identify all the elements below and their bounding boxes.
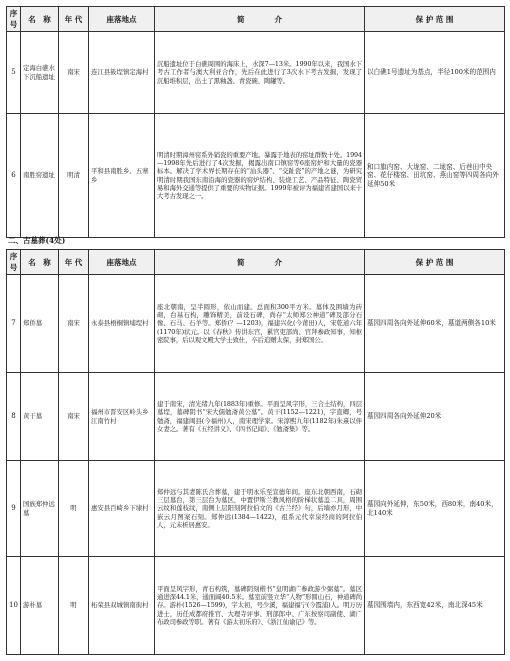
row-intro: 座北朝南，呈半圆形，依山而建。总面积300平方米。墓体及围墙为砖砌，台基石构，雕饰精美，前设石碑，尚存“太师郑公神道”碑及部分石像、石马、石羊等。郑侨(？—1203)，福建兴化(今莆田)人，宋乾道六年(1170年)状元。以《春秋》传讲东宫，累官吏部尚、官拜参政知事，知枢密院事，后以观文殿大学士致仕，卒后追赠太保，封郑国公。 [155, 275, 365, 373]
row-scope: 墓园向外延伸，东50米，西80米，南40米，北140米 [365, 461, 505, 557]
row-seq: 6 [7, 114, 21, 238]
header-intro: 简 介 [155, 250, 365, 275]
header-scope: 保 护 范 围 [365, 250, 505, 275]
table-header-row [7, 250, 505, 275]
row-era: 明 [59, 461, 89, 557]
row-location: 平和县南胜乡、五寨乡 [89, 114, 155, 238]
header-location: 座落地点 [89, 7, 155, 32]
row-seq: 7 [7, 275, 21, 373]
row-seq: 10 [7, 557, 21, 655]
row-seq: 5 [7, 32, 21, 114]
table-row [7, 461, 505, 557]
row-name: 黄干墓 [21, 373, 59, 461]
header-seq: 序号 [7, 7, 21, 32]
row-intro: 建于南宋，清光绪九年(1883年)重修。平面呈风字形，三合土结构，四层墓埕，墓碑阴书“宋大儒勉斋黄公墓”。黄干(1152—1221)，字直卿，号勉斋，福建闽县(今福州)人，南宋理学家。宋淳熙九年(1182年)朱熹以伴女妻之。著有《五经讲义》、《四书记闻》、《勉斋集》等。 [155, 373, 365, 461]
header-seq: 序号 [7, 250, 21, 275]
table-row [7, 32, 505, 114]
row-era: 南宋 [59, 373, 89, 461]
row-scope: 和口旗内窑、大垅窑、二垅窑、后巷田中央窑、花仔楼窑、田坑窑、燕山窑等四周各向外延伸50米 [365, 114, 505, 238]
row-scope: 墓园四周各向外延伸60米，墓道两侧各10米 [365, 275, 505, 373]
row-era: 南宋 [59, 275, 89, 373]
heritage-table-2 [6, 249, 505, 655]
row-location: 福州市晋安区岭头乡江南竹村 [89, 373, 155, 461]
row-seq: 8 [7, 373, 21, 461]
table-row [7, 373, 505, 461]
row-name: 国族郑仲远墓 [21, 461, 59, 557]
row-name: 郑侨墓 [21, 275, 59, 373]
row-seq: 9 [7, 461, 21, 557]
table-row [7, 275, 505, 373]
header-name: 名 称 [21, 250, 59, 275]
row-intro: 郑仲远与其妻陈氏合葬墓，建于明永乐至宣德年间。座东北朝西南，石砌三层墓台，第三层台为墓区，中置伊斯兰教风格的阶梯状墓盖二具，周围云纹和莲枝纹，南侧上层阳刻阿拉伯文的《古兰经》句，后墙亦月形，中嵌云月图案石刻。郑仲远(1384—1422)，祖系元代幸泉经商的阿拉伯人，元末析居惠安。 [155, 461, 365, 557]
row-scope: 墓园四周各向外延伸20米 [365, 373, 505, 461]
row-location: 连江县筱埕镇定海村 [89, 32, 155, 114]
table-row [7, 114, 505, 238]
row-intro: 沉船遗址位于白礁周围的海床上，水深7—13米。1990年以来，我国水下考古工作者与澳大利亚合作，先后在此进行了3次水下考古发掘，发现了沉船堆积层，出土了黑釉盏、青瓷碗、陶罐等。 [155, 32, 365, 114]
header-era: 年 代 [59, 250, 89, 275]
row-scope: 墓园围墙内，东西宽42米，南北深45米 [365, 557, 505, 655]
row-name: 游朴墓 [21, 557, 59, 655]
header-scope: 保 护 范 围 [365, 7, 505, 32]
row-scope: 以白礁1号遗址为基点，半径100米的范围内 [365, 32, 505, 114]
row-era: 南宋 [59, 32, 89, 114]
header-intro: 简 介 [155, 7, 365, 32]
row-era: 明 [59, 557, 89, 655]
row-era: 明清 [59, 114, 89, 238]
header-era: 年 代 [59, 7, 89, 32]
row-location: 惠安县百崎乡下埭村 [89, 461, 155, 557]
header-name: 名 称 [21, 7, 59, 32]
row-intro: 平面呈风字形，青石构筑，墓碑阴刻楷书“皇明湖广参政游少弼墓”。墓区通进深44.1米，通面阔40.5米。墓室前竖立华“人物”形圆山石，神道碑尚存。游朴(1526—1599)，字太初，号少溪，福建福宁(今霞浦)人。明万历进士，历任成都府推官、大理寺评事、刑部郎中、广东按察司副使、湖广布政司参政等职。著有《游太初乐府》、《浙江仙谕记》等。 [155, 557, 365, 655]
row-location: 永泰县梧桐镇埔埕村 [89, 275, 155, 373]
row-location: 柘荣县双城镇南街村 [89, 557, 155, 655]
section-title-tombs: 二、古墓葬(4处) [8, 236, 66, 245]
heritage-table-1 [6, 6, 505, 238]
row-name: 定海白礁水下沉船遗址 [21, 32, 59, 114]
table-header-row [7, 7, 505, 32]
row-name: 南胜窑遗址 [21, 114, 59, 238]
table-row [7, 557, 505, 655]
row-intro: 明清时期漳州窑系外销瓷的重要产地。暴露于地表的窑址群数十处。1994—1998年先后进行了4次发掘，揭露出南口镇窑等6座窑炉和大量的瓷器标本。解决了学术界长期存在的“汕头器”、“交趾瓷”的产地之谜，为研究明清时期我国东南沿海的瓷器的窑炉结构、装烧工艺、产品特征、陶瓷贸易和海外交通等提供了重要的实物证据。1999年被评为福建省建国以来十大考古发现之一。 [155, 114, 365, 238]
header-location: 座落地点 [89, 250, 155, 275]
